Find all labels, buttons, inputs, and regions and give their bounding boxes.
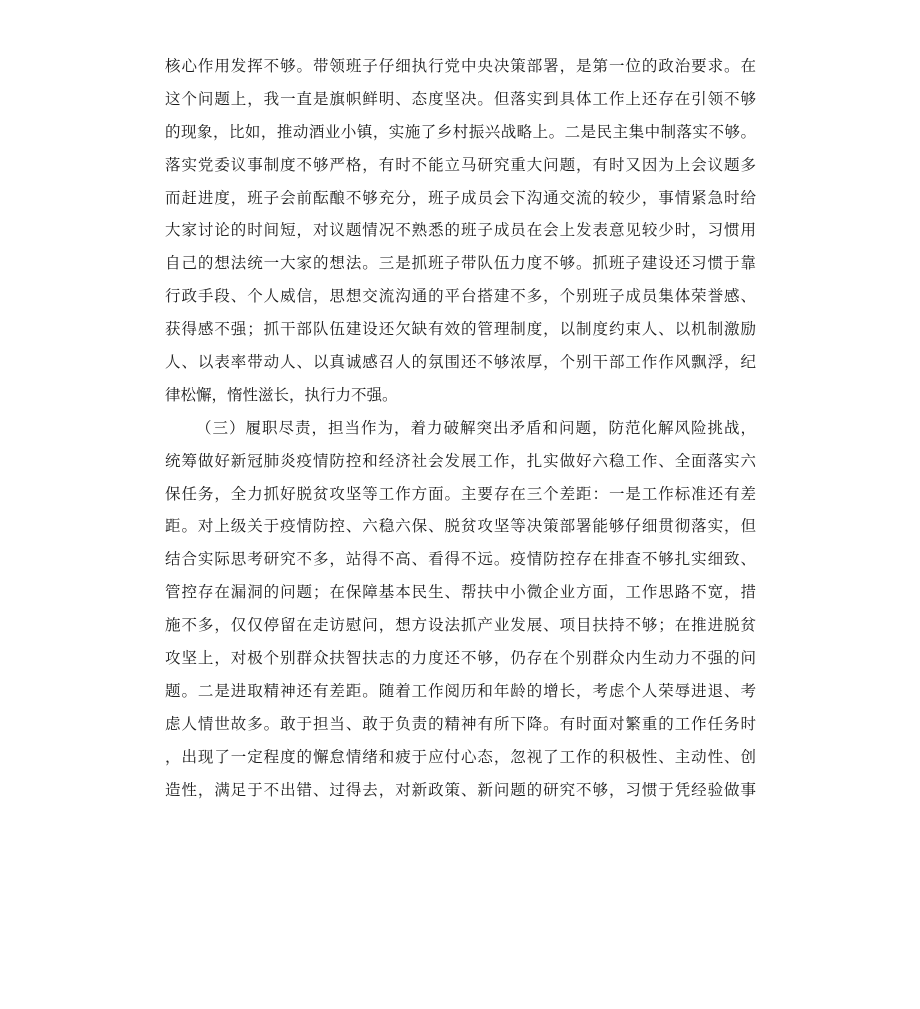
text-line: 自己的想法统一大家的想法。三是抓班子带队伍力度不够。抓班子建设还习惯于靠 (165, 254, 756, 273)
document-page (165, 50, 756, 806)
text-line: 的现象，比如，推动酒业小镇，实施了乡村振兴战略上。二是民主集中制落实不够。 (165, 122, 756, 141)
text-line: 这个问题上，我一直是旗帜鲜明、态度坚决。但落实到具体工作上还存在引领不够 (165, 89, 756, 108)
text-line: 而赶进度，班子会前酝酿不够充分，班子成员会下沟通交流的较少，事情紧急时给 (165, 188, 756, 207)
text-line: 管控存在漏洞的问题；在保障基本民生、帮扶中小微企业方面，工作思路不宽，措 (165, 583, 756, 602)
text-line: ，出现了一定程度的懈怠情绪和疲于应付心态，忽视了工作的积极性、主动性、创 (165, 747, 756, 766)
text-line: 获得感不强；抓干部队伍建设还欠缺有效的管理制度，以制度约束人、以机制激励 (165, 320, 756, 339)
text-line: 施不多，仅仅停留在走访慰问，想方设法抓产业发展、项目扶持不够；在推进脱贫 (165, 616, 756, 635)
text-line: 造性，满足于不出错、过得去，对新政策、新问题的研究不够，习惯于凭经验做事 (165, 780, 756, 799)
text-line: 虑人情世故多。敢于担当、敢于负责的精神有所下降。有时面对繁重的工作任务时 (165, 714, 756, 733)
text-line: 律松懈，惰性滋长，执行力不强。 (165, 385, 398, 404)
text-line: 结合实际思考研究不多，站得不高、看得不远。疫情防控存在排查不够扎实细致、 (165, 550, 756, 569)
text-line: 落实党委议事制度不够严格，有时不能立马研究重大问题，有时又因为上会议题多 (165, 155, 756, 174)
paragraph-1 (165, 50, 756, 412)
text-line: 大家讨论的时间短，对议题情况不熟悉的班子成员在会上发表意见较少时，习惯用 (165, 221, 756, 240)
text-line: 行政手段、个人威信，思想交流沟通的平台搭建不多，个别班子成员集体荣誉感、 (165, 287, 756, 306)
text-line: 核心作用发挥不够。带领班子仔细执行党中央决策部署，是第一位的政治要求。在 (165, 57, 756, 75)
text-line: 距。对上级关于疫情防控、六稳六保、脱贫攻坚等决策部署能够仔细贯彻落实，但 (165, 517, 756, 536)
paragraph-2 (165, 412, 756, 807)
text-line: 人、以表率带动人、以真诚感召人的氛围还不够浓厚，个别干部工作作风飘浮，纪 (165, 353, 756, 372)
text-line: 攻坚上，对极个别群众扶智扶志的力度还不够，仍存在个别群众内生动力不强的问 (165, 649, 756, 668)
text-line: 保任务，全力抓好脱贫攻坚等工作方面。主要存在三个差距：一是工作标准还有差 (165, 484, 756, 503)
text-line: 题。二是进取精神还有差距。随着工作阅历和年龄的增长，考虑个人荣辱进退、考 (165, 681, 756, 700)
text-line: 统筹做好新冠肺炎疫情防控和经济社会发展工作，扎实做好六稳工作、全面落实六 (165, 451, 756, 470)
text-line: （三）履职尽责，担当作为，着力破解突出矛盾和问题，防范化解风险挑战， (196, 418, 756, 437)
